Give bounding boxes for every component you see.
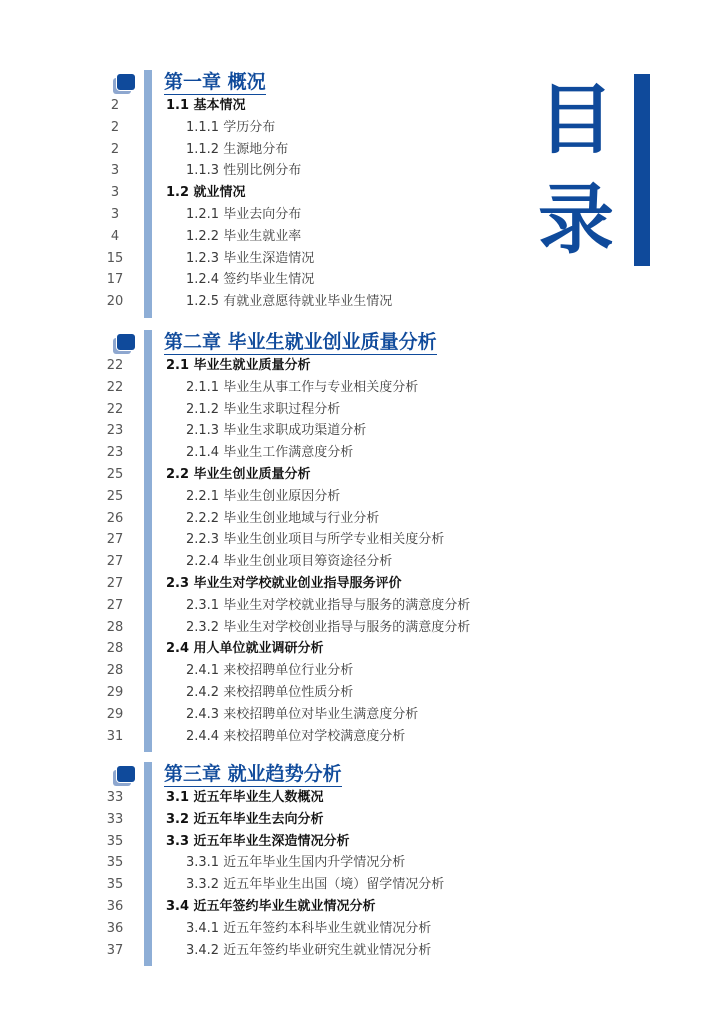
page-number: 27 — [106, 554, 124, 570]
page-number: 3 — [110, 163, 120, 179]
page-number: 28 — [106, 663, 124, 679]
subsection-entry[interactable]: 1.1.1 学历分布 — [186, 119, 276, 135]
subsection-entry[interactable]: 2.3.1 毕业生对学校就业指导与服务的满意度分析 — [186, 597, 471, 613]
subsection-entry[interactable]: 2.1.3 毕业生求职成功渠道分析 — [186, 423, 367, 439]
chapter-icon — [113, 74, 135, 94]
heading-char-mu: 目 — [538, 75, 614, 164]
chapter-title[interactable]: 第一章 概况 — [164, 71, 266, 93]
subsection-entry[interactable]: 2.1.1 毕业生从事工作与专业相关度分析 — [186, 379, 419, 395]
section-entry[interactable]: 2.2 毕业生创业质量分析 — [166, 467, 311, 482]
subsection-entry[interactable]: 3.4.2 近五年签约毕业研究生就业情况分析 — [186, 942, 432, 958]
section-entry[interactable]: 3.3 近五年毕业生深造情况分析 — [166, 833, 350, 849]
page-number: 28 — [106, 619, 124, 635]
page-number: 4 — [110, 228, 120, 244]
subsection-entry[interactable]: 2.4.2 来校招聘单位性质分析 — [186, 685, 354, 700]
section-entry[interactable]: 3.4 近五年签约毕业生就业情况分析 — [166, 899, 376, 914]
chapter-icon — [113, 334, 135, 354]
chapter-title[interactable]: 第二章 毕业生就业创业质量分析 — [164, 331, 437, 353]
subsection-entry[interactable]: 1.1.2 生源地分布 — [186, 141, 289, 157]
subsection-entry[interactable]: 1.2.3 毕业生深造情况 — [186, 250, 315, 266]
page-number: 33 — [106, 790, 124, 805]
subsection-entry[interactable]: 2.4.4 来校招聘单位对学校满意度分析 — [186, 728, 406, 744]
page-number: 29 — [106, 685, 124, 700]
section-entry[interactable]: 3.1 近五年毕业生人数概况 — [166, 790, 324, 805]
chapter-side-bar — [144, 70, 152, 318]
section-entry[interactable]: 1.2 就业情况 — [166, 185, 246, 201]
page-number: 26 — [106, 510, 124, 526]
section-entry[interactable]: 2.4 用人单位就业调研分析 — [166, 641, 324, 657]
page-number: 25 — [106, 467, 124, 482]
chapter-side-bar — [144, 330, 152, 752]
subsection-entry[interactable]: 2.1.2 毕业生求职过程分析 — [186, 401, 341, 417]
subsection-entry[interactable]: 2.1.4 毕业生工作满意度分析 — [186, 445, 354, 461]
page-number: 22 — [106, 379, 124, 395]
subsection-entry[interactable]: 3.4.1 近五年签约本科毕业生就业情况分析 — [186, 920, 432, 936]
chapter-side-bar — [144, 762, 152, 966]
subsection-entry[interactable]: 1.2.1 毕业去向分布 — [186, 207, 302, 222]
section-entry[interactable]: 2.3 毕业生对学校就业创业指导服务评价 — [166, 576, 402, 591]
subsection-entry[interactable]: 1.1.3 性别比例分布 — [186, 163, 302, 179]
page-number: 31 — [106, 728, 124, 744]
subsection-entry[interactable]: 1.2.4 签约毕业生情况 — [186, 272, 315, 288]
page-number: 3 — [110, 185, 120, 201]
subsection-entry[interactable]: 1.2.5 有就业意愿待就业毕业生情况 — [186, 294, 393, 310]
subsection-entry[interactable]: 3.3.2 近五年毕业生出国（境）留学情况分析 — [186, 877, 445, 893]
heading-accent-bar — [634, 74, 650, 266]
page-number: 25 — [106, 488, 124, 504]
page-number: 33 — [106, 811, 124, 827]
page-number: 35 — [106, 877, 124, 893]
page-number: 36 — [106, 920, 124, 936]
subsection-entry[interactable]: 2.2.3 毕业生创业项目与所学专业相关度分析 — [186, 532, 445, 548]
page-number: 35 — [106, 855, 124, 871]
page-number: 36 — [106, 899, 124, 914]
subsection-entry[interactable]: 2.2.1 毕业生创业原因分析 — [186, 488, 341, 504]
section-entry[interactable]: 2.1 毕业生就业质量分析 — [166, 358, 311, 373]
page-number: 27 — [106, 597, 124, 613]
chapter-title[interactable]: 第三章 就业趋势分析 — [164, 763, 342, 785]
page-number: 37 — [106, 942, 124, 958]
page-number: 22 — [106, 401, 124, 417]
page-number: 35 — [106, 833, 124, 849]
subsection-entry[interactable]: 2.4.3 来校招聘单位对毕业生满意度分析 — [186, 706, 419, 722]
page-number: 3 — [110, 207, 120, 222]
subsection-entry[interactable]: 2.3.2 毕业生对学校创业指导与服务的满意度分析 — [186, 619, 471, 635]
contents-heading — [536, 72, 654, 268]
section-entry[interactable]: 1.1 基本情况 — [166, 98, 246, 113]
heading-char-lu: 录 — [538, 175, 614, 264]
page-number: 2 — [110, 98, 120, 113]
page-number: 20 — [106, 294, 124, 310]
page-number: 2 — [110, 141, 120, 157]
page-number: 2 — [110, 119, 120, 135]
page-number: 28 — [106, 641, 124, 657]
subsection-entry[interactable]: 1.2.2 毕业生就业率 — [186, 228, 302, 244]
section-entry[interactable]: 3.2 近五年毕业生去向分析 — [166, 811, 324, 827]
page-number: 27 — [106, 576, 124, 591]
subsection-entry[interactable]: 3.3.1 近五年毕业生国内升学情况分析 — [186, 855, 406, 871]
page-number: 15 — [106, 250, 124, 266]
page-number: 27 — [106, 532, 124, 548]
subsection-entry[interactable]: 2.2.2 毕业生创业地域与行业分析 — [186, 510, 380, 526]
subsection-entry[interactable]: 2.2.4 毕业生创业项目筹资途径分析 — [186, 554, 393, 570]
subsection-entry[interactable]: 2.4.1 来校招聘单位行业分析 — [186, 663, 354, 679]
page-number: 22 — [106, 358, 124, 373]
page-number: 23 — [106, 445, 124, 461]
page-number: 29 — [106, 706, 124, 722]
page-number: 23 — [106, 423, 124, 439]
chapter-icon — [113, 766, 135, 786]
page-number: 17 — [106, 272, 124, 288]
